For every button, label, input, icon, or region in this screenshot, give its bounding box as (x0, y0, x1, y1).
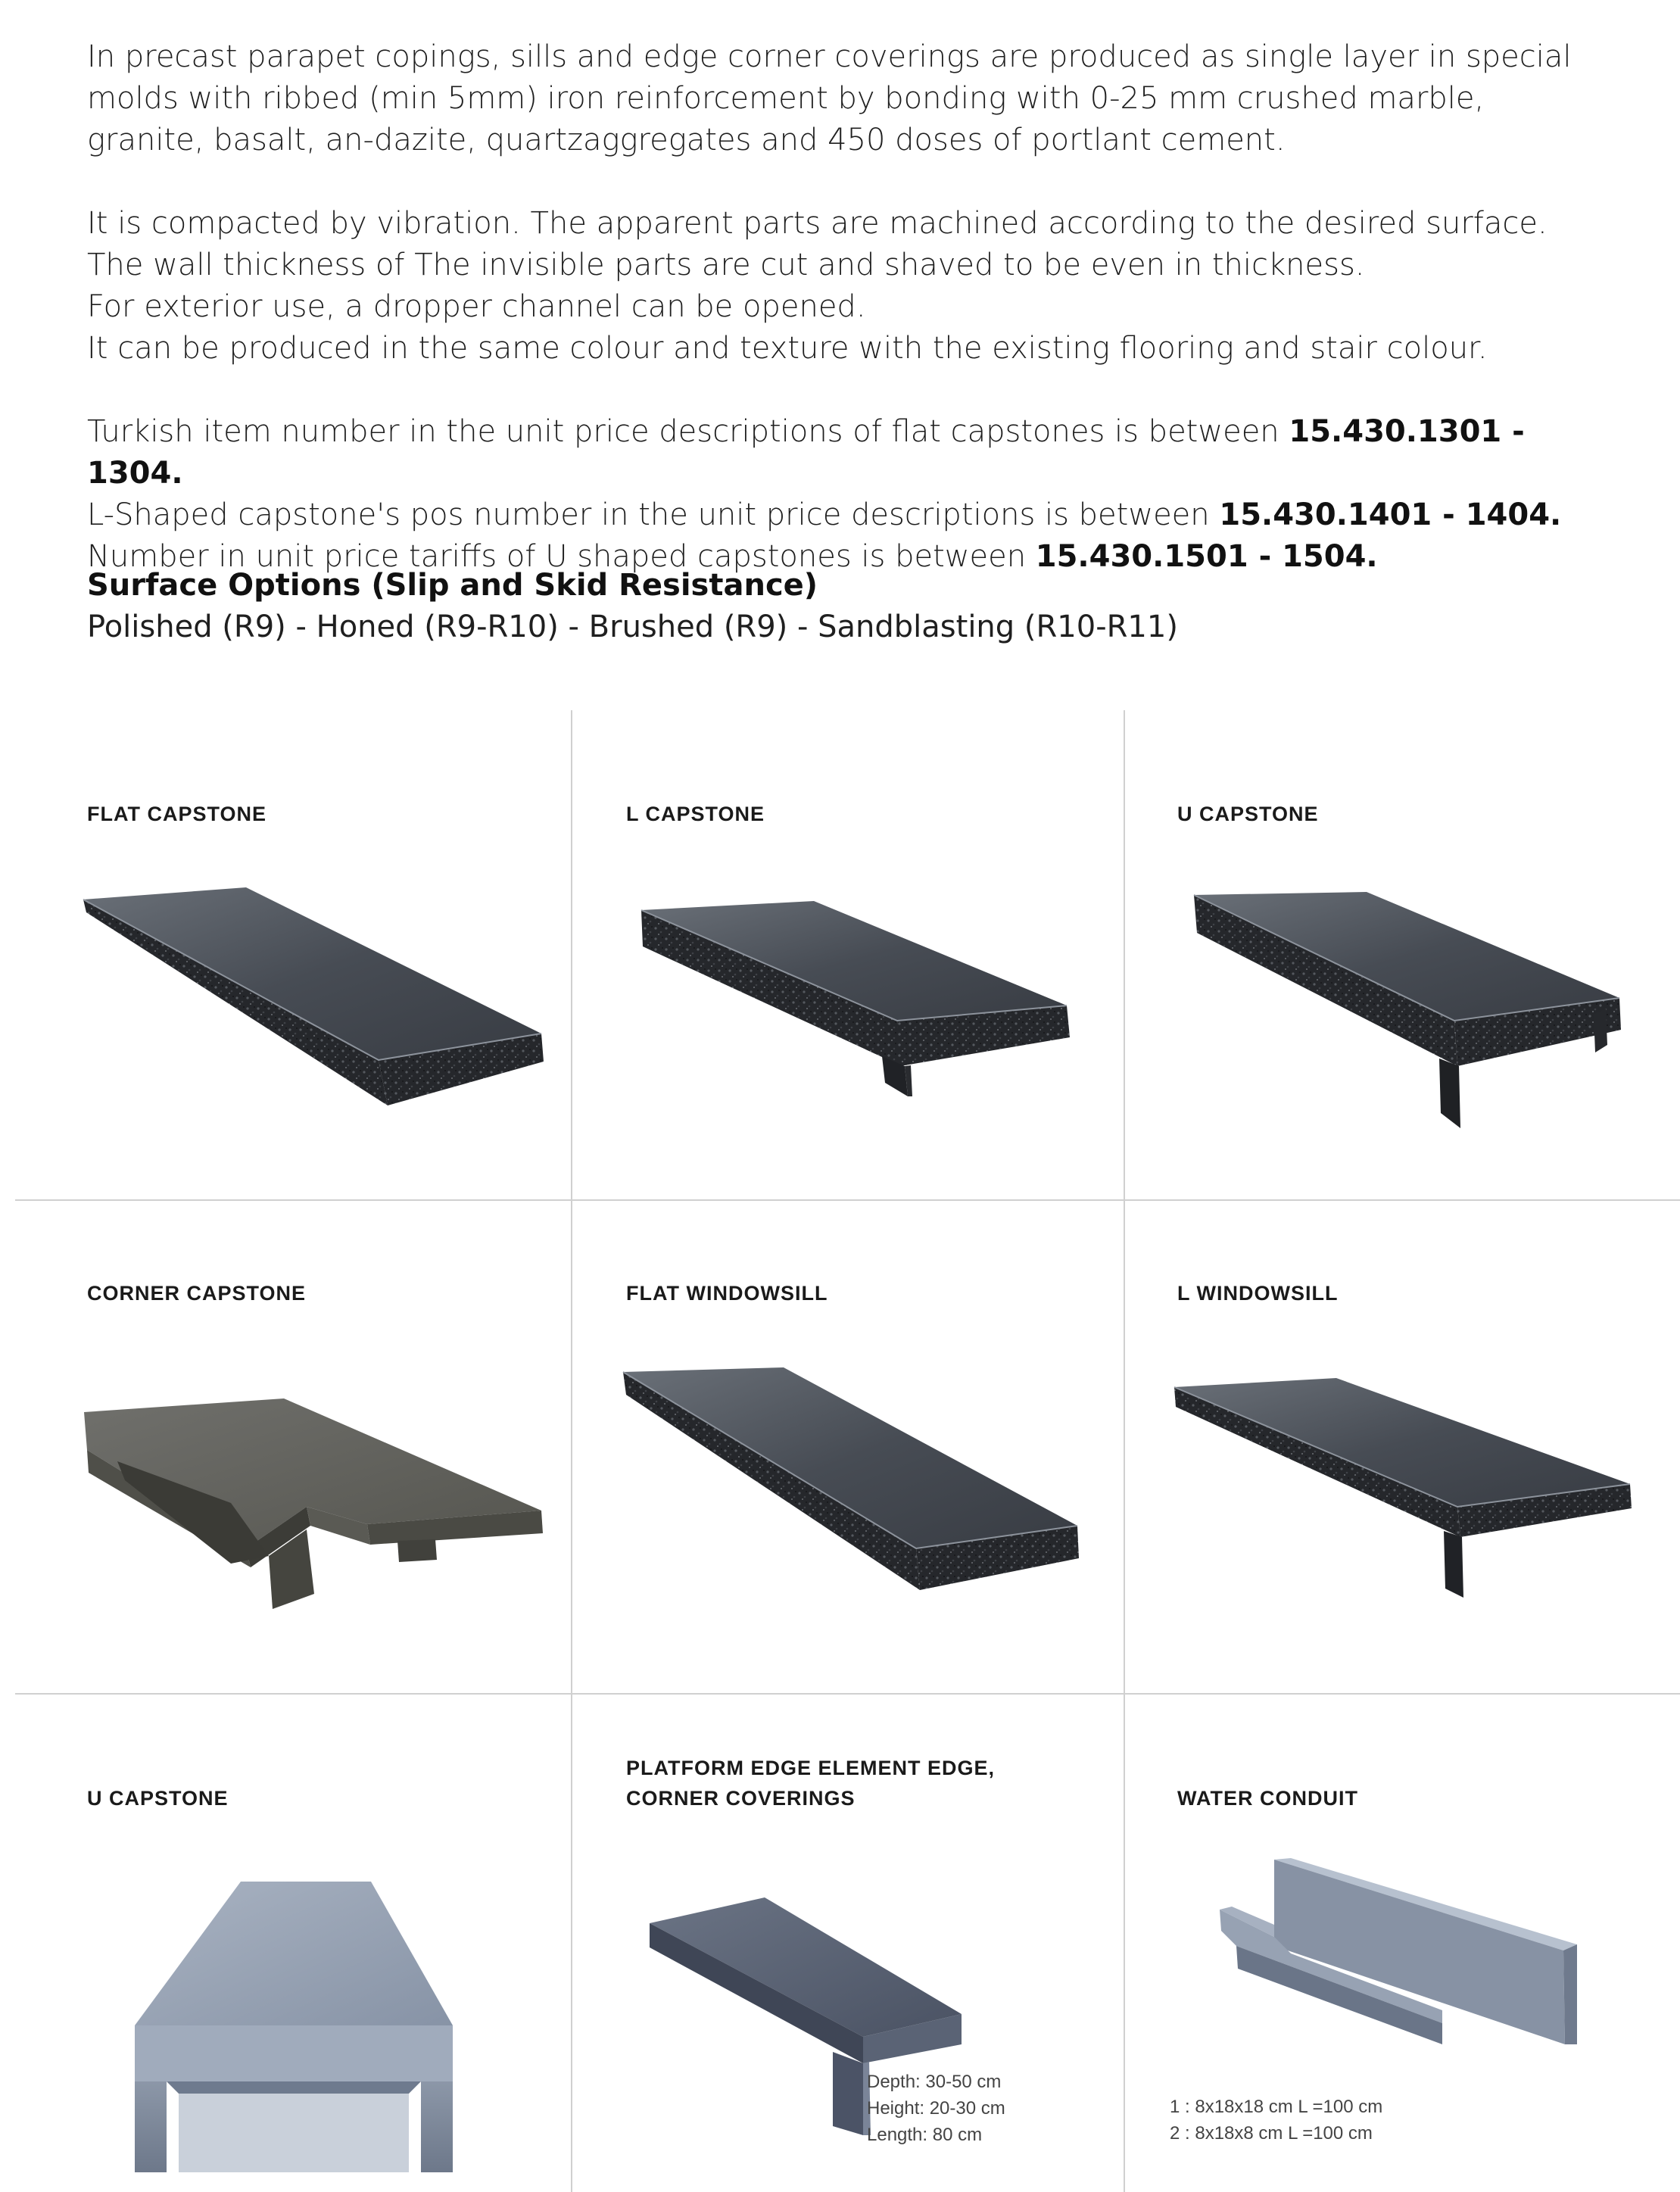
product-label-l-capstone: L CAPSTONE (626, 803, 765, 825)
grid-divider-v2 (1124, 710, 1125, 2192)
surface-options-list: Polished (R9) - Honed (R9-R10) - Brushed (R9) - Sandblasting (R10-R11) (87, 610, 1178, 644)
corner-capstone-image (79, 1389, 549, 1617)
intro-sentence-dropper: For exterior use, a dropper channel can be opened. (87, 289, 866, 324)
product-label-corner-capstone: CORNER CAPSTONE (87, 1282, 307, 1305)
surface-options-title: Surface Options (Slip and Skid Resistance) (87, 568, 818, 603)
grid-divider-v1 (571, 710, 572, 2192)
product-label-u-capstone-top: U CAPSTONE (1177, 803, 1319, 825)
intro-sentence-colour: It can be produced in the same colour and texture with the existing flooring and stair colour. (87, 331, 1488, 366)
spec-height: Height: 20-30 cm (867, 2098, 1005, 2119)
product-label-u-capstone-bottom: U CAPSTONE (87, 1787, 229, 1810)
intro-paragraph-1: In precast parapet copings, sills and edge corner coverings are produced as single layer in special molds with ribbed (min 5mm) iron reinforcement by bonding with 0-25 mm crushed marble, granite, basalt, an-dazite, quartzaggregates and 450 doses of portlant cement. (87, 39, 1572, 157)
product-label-water-conduit: WATER CONDUIT (1177, 1787, 1358, 1810)
grid-divider-h1 (15, 1199, 1680, 1201)
intro-paragraph-item-numbers (87, 411, 1601, 578)
intro-paragraph-2 (87, 203, 1601, 369)
flat-capstone-image (76, 878, 560, 1151)
intro-text (87, 36, 1601, 578)
l-windowsill-image (1170, 1370, 1639, 1628)
product-label-l-windowsill: L WINDOWSILL (1177, 1282, 1339, 1305)
l-capstone-image (632, 893, 1079, 1151)
u-capstone-image-top (1185, 886, 1632, 1151)
u-item-number: 15.430.1501 - 1504. (1035, 539, 1378, 574)
product-label-flat-capstone: FLAT CAPSTONE (87, 803, 267, 825)
platform-edge-label-line-2: CORNER COVERINGS (626, 1787, 856, 1810)
l-item-number: 15.430.1401 - 1404. (1219, 497, 1562, 532)
spec-conduit-2: 2 : 8x18x8 cm L =100 cm (1170, 2123, 1373, 2144)
platform-edge-specs (867, 2069, 1005, 2148)
water-conduit-image (1215, 1855, 1579, 2052)
intro-sentence-vibration: It is compacted by vibration. The apparent parts are machined according to the desired surface. The wall thickness of The invisible parts are cut and shaved to be even in thickness. (87, 206, 1548, 282)
u-item-text: Number in unit price tariffs of U shaped capstones is between (87, 539, 1027, 574)
flat-item-number: 15.430.1301 - 1304. (87, 414, 1525, 491)
spec-conduit-1: 1 : 8x18x18 cm L =100 cm (1170, 2097, 1383, 2117)
product-label-flat-windowsill: FLAT WINDOWSILL (626, 1282, 828, 1305)
u-capstone-image-bottom (129, 1874, 462, 2177)
water-conduit-specs (1170, 2094, 1382, 2147)
flat-item-text: Turkish item number in the unit price descriptions of flat capstones is between (87, 414, 1279, 449)
platform-edge-label-line-1: PLATFORM EDGE ELEMENT EDGE, (626, 1757, 996, 1779)
flat-windowsill-image (617, 1363, 1086, 1635)
spec-depth: Depth: 30-50 cm (867, 2072, 1002, 2092)
l-item-text: L-Shaped capstone's pos number in the unit price descriptions is between (87, 497, 1210, 532)
product-label-platform-edge (626, 1753, 995, 1813)
spec-length: Length: 80 cm (867, 2125, 983, 2145)
grid-divider-h2 (15, 1693, 1680, 1695)
